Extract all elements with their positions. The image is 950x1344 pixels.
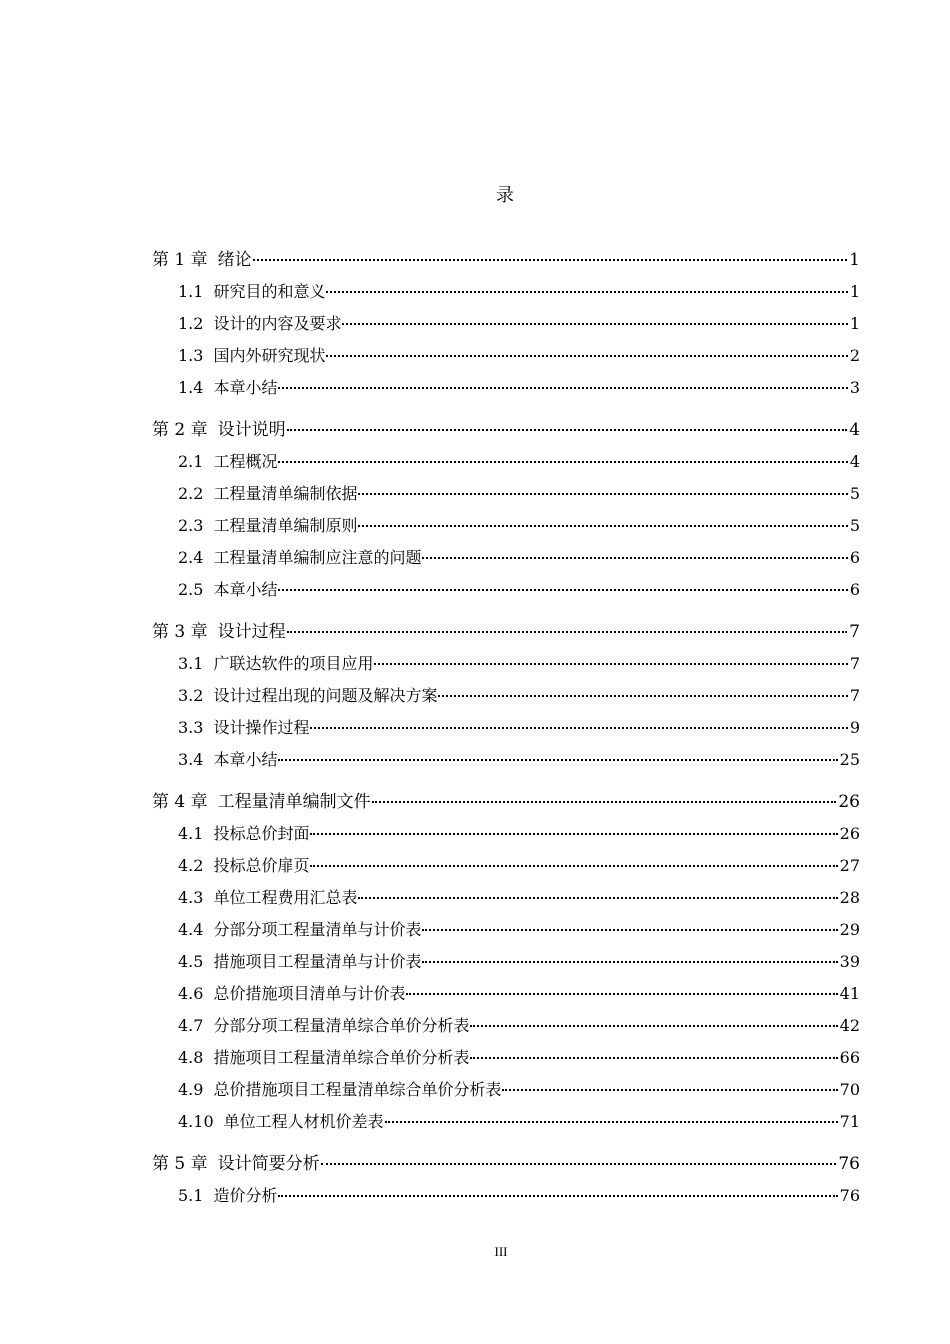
toc-entry-number: 1.1 (178, 282, 204, 301)
toc-dot-leader (278, 461, 847, 463)
toc-entry-number: 3.1 (178, 654, 204, 673)
toc-dot-leader (470, 1025, 837, 1027)
page-title: 录 (496, 185, 514, 206)
toc-entry-number: 3.3 (178, 718, 204, 737)
toc-dot-leader (406, 993, 837, 995)
toc-dot-leader (310, 727, 847, 729)
toc-entry-title: 工程量清单编制原则 (213, 516, 358, 535)
toc-section-entry[interactable] (152, 854, 860, 886)
toc-entry-title: 措施项目工程量清单与计价表 (213, 952, 422, 971)
toc-section-entry[interactable] (152, 1014, 860, 1046)
toc-entry-page-number: 1 (849, 314, 860, 333)
toc-section-entry[interactable] (152, 546, 860, 578)
table-of-contents (152, 248, 860, 1216)
toc-dot-leader (310, 833, 837, 835)
toc-entry-page-number: 26 (839, 824, 860, 843)
toc-entry-title: 设计说明 (217, 420, 286, 440)
toc-entry-title: 设计过程 (217, 622, 286, 642)
toc-entry-title: 本章小结 (213, 750, 278, 769)
toc-entry-number: 4.3 (178, 888, 204, 907)
toc-entry-page-number: 1 (849, 282, 860, 301)
toc-entry-page-number: 2 (849, 346, 860, 365)
toc-section-entry[interactable] (152, 578, 860, 610)
toc-entry-page-number: 5 (849, 484, 860, 503)
toc-entry-page-number: 71 (839, 1112, 860, 1131)
toc-entry-page-number: 42 (839, 1016, 860, 1035)
toc-section-entry[interactable] (152, 1078, 860, 1110)
toc-entry-number: 4.10 (178, 1112, 214, 1131)
toc-dot-leader (278, 1195, 837, 1197)
toc-dot-leader (422, 961, 837, 963)
toc-dot-leader (321, 1163, 837, 1165)
toc-entry-title: 工程量清单编制文件 (217, 792, 371, 812)
toc-entry-number: 4.8 (178, 1048, 204, 1067)
toc-entry-title: 设计的内容及要求 (213, 314, 342, 333)
toc-entry-number: 第 2 章 (152, 420, 208, 440)
toc-entry-page-number: 26 (838, 792, 860, 812)
toc-entry-number: 4.6 (178, 984, 204, 1003)
toc-entry-title: 设计操作过程 (213, 718, 310, 737)
toc-entry-page-number: 76 (839, 1186, 860, 1205)
toc-dot-leader (358, 525, 847, 527)
toc-entry-title: 研究目的和意义 (213, 282, 326, 301)
toc-entry-number: 2.5 (178, 580, 204, 599)
toc-section-entry[interactable] (152, 822, 860, 854)
toc-dot-leader (287, 631, 848, 633)
toc-entry-title: 工程量清单编制应注意的问题 (213, 548, 422, 567)
toc-entry-page-number: 6 (849, 548, 860, 567)
toc-entry-title: 国内外研究现状 (213, 346, 326, 365)
toc-chapter-entry[interactable] (152, 1152, 860, 1184)
toc-chapter-entry[interactable] (152, 248, 860, 280)
toc-entry-number: 1.2 (178, 314, 204, 333)
toc-dot-leader (385, 1121, 838, 1123)
toc-entry-number: 4.5 (178, 952, 204, 971)
toc-entry-page-number: 39 (839, 952, 860, 971)
toc-entry-number: 2.4 (178, 548, 204, 567)
toc-entry-page-number: 41 (839, 984, 860, 1003)
toc-entry-title: 设计过程出现的问题及解决方案 (213, 686, 438, 705)
toc-dot-leader (278, 759, 837, 761)
toc-dot-leader (278, 387, 847, 389)
toc-entry-page-number: 3 (849, 378, 860, 397)
toc-entry-page-number: 9 (849, 718, 860, 737)
toc-entry-number: 3.4 (178, 750, 204, 769)
toc-dot-leader (422, 929, 837, 931)
toc-entry-title: 总价措施项目工程量清单综合单价分析表 (213, 1080, 502, 1099)
toc-entry-page-number: 7 (849, 622, 860, 642)
toc-section-entry[interactable] (152, 482, 860, 514)
toc-entry-page-number: 5 (849, 516, 860, 535)
toc-section-entry[interactable] (152, 950, 860, 982)
toc-dot-leader (326, 291, 847, 293)
toc-dot-leader (374, 663, 847, 665)
toc-entry-title: 设计简要分析 (217, 1154, 320, 1174)
toc-section-entry[interactable] (152, 344, 860, 376)
toc-entry-title: 广联达软件的项目应用 (213, 654, 374, 673)
toc-entry-page-number: 70 (839, 1080, 860, 1099)
toc-entry-number: 2.1 (178, 452, 204, 471)
toc-entry-page-number: 28 (839, 888, 860, 907)
toc-entry-number: 第 5 章 (152, 1154, 208, 1174)
toc-section-entry[interactable] (152, 280, 860, 312)
toc-entry-page-number: 29 (839, 920, 860, 939)
toc-chapter-entry[interactable] (152, 418, 860, 450)
toc-entry-number: 4.2 (178, 856, 204, 875)
toc-entry-title: 投标总价封面 (213, 824, 310, 843)
toc-section-entry[interactable] (152, 1046, 860, 1078)
toc-entry-title: 措施项目工程量清单综合单价分析表 (213, 1048, 470, 1067)
toc-dot-leader (358, 493, 847, 495)
toc-section-entry[interactable] (152, 450, 860, 482)
toc-section-entry[interactable] (152, 684, 860, 716)
toc-entry-title: 总价措施项目清单与计价表 (213, 984, 406, 1003)
toc-entry-title: 工程概况 (213, 452, 278, 471)
toc-dot-leader (253, 259, 848, 261)
toc-dot-leader (342, 323, 847, 325)
toc-entry-number: 4.7 (178, 1016, 204, 1035)
toc-entry-title: 本章小结 (213, 378, 278, 397)
toc-entry-number: 第 3 章 (152, 622, 208, 642)
toc-dot-leader (372, 801, 837, 803)
toc-section-entry[interactable] (152, 886, 860, 918)
toc-dot-leader (287, 429, 848, 431)
toc-entry-page-number: 76 (838, 1154, 860, 1174)
toc-chapter-entry[interactable] (152, 790, 860, 822)
toc-dot-leader (502, 1089, 837, 1091)
toc-entry-page-number: 27 (839, 856, 860, 875)
toc-section-entry[interactable] (152, 514, 860, 546)
toc-dot-leader (358, 897, 837, 899)
toc-entry-number: 4.4 (178, 920, 204, 939)
toc-entry-number: 第 4 章 (152, 792, 208, 812)
toc-dot-leader (326, 355, 847, 357)
toc-entry-page-number: 7 (849, 686, 860, 705)
toc-section-entry[interactable] (152, 376, 860, 408)
toc-entry-title: 本章小结 (213, 580, 278, 599)
toc-section-entry[interactable] (152, 652, 860, 684)
toc-section-entry[interactable] (152, 918, 860, 950)
toc-entry-title: 投标总价扉页 (213, 856, 310, 875)
toc-entry-number: 4.1 (178, 824, 204, 843)
toc-entry-title: 单位工程人材机价差表 (223, 1112, 384, 1131)
toc-section-entry[interactable] (152, 748, 860, 780)
toc-entry-page-number: 25 (839, 750, 860, 769)
toc-entry-number: 2.2 (178, 484, 204, 503)
toc-section-entry[interactable] (152, 1184, 860, 1216)
toc-entry-title: 单位工程费用汇总表 (213, 888, 358, 907)
toc-dot-leader (438, 695, 847, 697)
toc-entry-page-number: 66 (839, 1048, 860, 1067)
toc-entry-number: 1.3 (178, 346, 204, 365)
toc-entry-page-number: 7 (849, 654, 860, 673)
toc-entry-number: 4.9 (178, 1080, 204, 1099)
toc-dot-leader (310, 865, 837, 867)
toc-section-entry[interactable] (152, 1110, 860, 1142)
toc-dot-leader (278, 589, 847, 591)
toc-entry-page-number: 4 (849, 420, 860, 440)
toc-entry-title: 分部分项工程量清单与计价表 (213, 920, 422, 939)
toc-entry-page-number: 4 (849, 452, 860, 471)
toc-dot-leader (422, 557, 847, 559)
toc-entry-page-number: 6 (849, 580, 860, 599)
toc-entry-title: 分部分项工程量清单综合单价分析表 (213, 1016, 470, 1035)
toc-entry-page-number: 1 (849, 250, 860, 270)
toc-section-entry[interactable] (152, 982, 860, 1014)
toc-section-entry[interactable] (152, 716, 860, 748)
page-number-footer: III (494, 1244, 508, 1259)
toc-entry-number: 2.3 (178, 516, 204, 535)
toc-entry-number: 3.2 (178, 686, 204, 705)
toc-entry-title: 造价分析 (213, 1186, 278, 1205)
toc-chapter-entry[interactable] (152, 620, 860, 652)
toc-entry-number: 第 1 章 (152, 250, 208, 270)
toc-entry-number: 5.1 (178, 1186, 204, 1205)
toc-entry-title: 绪论 (217, 250, 252, 270)
toc-entry-title: 工程量清单编制依据 (213, 484, 358, 503)
toc-dot-leader (470, 1057, 837, 1059)
toc-entry-number: 1.4 (178, 378, 204, 397)
toc-section-entry[interactable] (152, 312, 860, 344)
